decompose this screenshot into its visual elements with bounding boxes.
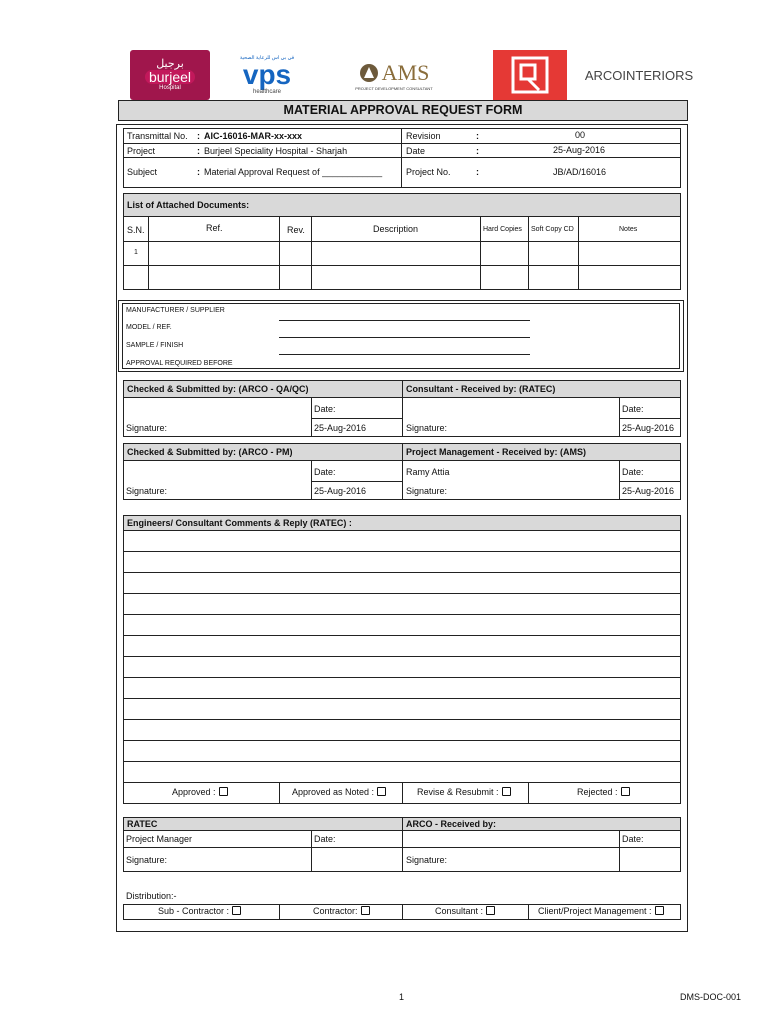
- col-hard-copies: Hard Copies: [483, 226, 522, 233]
- signoff-1-left-signature: Signature:: [126, 423, 168, 433]
- date-colon: :: [476, 146, 479, 156]
- transmittal-label: Transmittal No.: [127, 131, 188, 141]
- signoff-2-right-date: 25-Aug-2016: [622, 486, 675, 496]
- final-project-manager: Project Manager: [126, 834, 193, 844]
- ams-text: AMS: [381, 59, 430, 85]
- final-right-title: ARCO - Received by:: [406, 819, 497, 829]
- contractor-checkbox[interactable]: [361, 906, 370, 915]
- client-option[interactable]: Client/Project Management :: [538, 906, 664, 916]
- signoff-1-right-signature: Signature:: [406, 423, 448, 433]
- signoff-2-left-date-label: Date:: [314, 467, 336, 477]
- burjeel-sub-text: Hospital: [159, 84, 181, 91]
- signoff-1-right-date: 25-Aug-2016: [622, 423, 675, 433]
- final-right-date-label: Date:: [622, 834, 644, 844]
- building-mark-icon: [511, 56, 549, 94]
- burjeel-text: burjeel: [145, 70, 195, 84]
- vps-sub-text: healthcare: [252, 89, 282, 95]
- client-checkbox[interactable]: [655, 906, 664, 915]
- arco-interiors-logo: [584, 50, 694, 100]
- vps-arabic-text: في بي اس للرعاية الصحية: [239, 55, 295, 61]
- final-right-signature: Signature:: [406, 855, 448, 865]
- manufacturer-line[interactable]: [279, 320, 530, 321]
- rejected-checkbox[interactable]: [621, 787, 630, 796]
- signoff-2-right-title: Project Management - Received by: (AMS): [406, 447, 587, 457]
- sample-line[interactable]: [279, 354, 530, 355]
- signoff-1-right-title: Consultant - Received by: (RATEC): [406, 384, 556, 394]
- revision-value: 00: [575, 130, 586, 140]
- page-number: 1: [399, 992, 405, 1002]
- col-notes: Notes: [619, 226, 638, 233]
- signoff-2-right-date-label: Date:: [622, 467, 644, 477]
- date-value: 25-Aug-2016: [553, 145, 606, 155]
- consultant-option[interactable]: Consultant :: [435, 906, 495, 916]
- project-colon: :: [197, 146, 200, 156]
- sub-contractor-option[interactable]: Sub - Contractor :: [158, 906, 241, 916]
- col-description: Description: [373, 224, 419, 234]
- ams-mark-icon: [359, 63, 379, 83]
- arco-text: ARCOINTERIORS: [584, 67, 694, 83]
- project-value: Burjeel Speciality Hospital - Sharjah: [204, 146, 348, 156]
- col-rev: Rev.: [287, 225, 305, 235]
- transmittal-value: AIC-16016-MAR-xx-xxx: [204, 131, 303, 141]
- revision-label: Revision: [406, 131, 441, 141]
- burjeel-arabic-text: برجيل: [156, 57, 184, 70]
- sub-contractor-checkbox[interactable]: [232, 906, 241, 915]
- revision-colon: :: [476, 131, 479, 141]
- col-sn: S.N.: [127, 225, 145, 235]
- signoff-1-right-date-label: Date:: [622, 404, 644, 414]
- ams-logo: [344, 50, 444, 100]
- signoff-1-left-date-label: Date:: [314, 404, 336, 414]
- revise-option[interactable]: Revise & Resubmit :: [417, 787, 511, 797]
- model-label: MODEL / REF.: [126, 324, 172, 331]
- vps-text: vps: [242, 59, 292, 90]
- ams-sub-text: PROJECT DEVELOPMENT CONSULTANT: [355, 85, 433, 91]
- subject-label: Subject: [127, 167, 158, 177]
- revise-checkbox[interactable]: [502, 787, 511, 796]
- approved-noted-checkbox[interactable]: [377, 787, 386, 796]
- col-soft-copy: Soft Copy CD: [531, 226, 574, 233]
- project-label: Project: [127, 146, 156, 156]
- project-no-label: Project No.: [406, 167, 451, 177]
- consultant-checkbox[interactable]: [486, 906, 495, 915]
- approved-noted-option[interactable]: Approved as Noted :: [292, 787, 386, 797]
- transmittal-colon: :: [197, 131, 200, 141]
- vps-logo: [238, 50, 296, 100]
- contractor-option[interactable]: Contractor:: [313, 906, 370, 916]
- subject-value: Material Approval Request of ____________: [204, 167, 383, 177]
- row-1-sn: 1: [134, 249, 138, 256]
- burjeel-logo: [130, 50, 210, 100]
- comments-title: Engineers/ Consultant Comments & Reply (RATEC) :: [127, 518, 352, 528]
- signoff-1-left-title: Checked & Submitted by: (ARCO - QA/QC): [127, 384, 309, 394]
- approved-checkbox[interactable]: [219, 787, 228, 796]
- form-title: MATERIAL APPROVAL REQUEST FORM: [118, 100, 688, 121]
- signoff-2-right-name: Ramy Attia: [406, 467, 450, 477]
- signoff-2-left-date: 25-Aug-2016: [314, 486, 367, 496]
- signoff-2-left-signature: Signature:: [126, 486, 168, 496]
- red-square-logo: [493, 50, 567, 100]
- manufacturer-label: MANUFACTURER / SUPPLIER: [126, 307, 225, 314]
- signoff-2-right-signature: Signature:: [406, 486, 448, 496]
- project-no-colon: :: [476, 167, 479, 177]
- final-left-signature: Signature:: [126, 855, 168, 865]
- distribution-label: Distribution:-: [126, 891, 177, 901]
- signoff-2-left-title: Checked & Submitted by: (ARCO - PM): [127, 447, 293, 457]
- date-label: Date: [406, 146, 426, 156]
- final-left-title: RATEC: [127, 819, 158, 829]
- doc-code: DMS-DOC-001: [680, 992, 742, 1002]
- rejected-option[interactable]: Rejected :: [577, 787, 630, 797]
- sample-label: SAMPLE / FINISH: [126, 342, 184, 349]
- col-ref: Ref.: [206, 223, 223, 233]
- final-left-date-label: Date:: [314, 834, 336, 844]
- approval-required-label: APPROVAL REQUIRED BEFORE: [126, 360, 233, 367]
- signoff-1-left-date: 25-Aug-2016: [314, 423, 367, 433]
- subject-colon: :: [197, 167, 200, 177]
- model-line[interactable]: [279, 337, 530, 338]
- approved-option[interactable]: Approved :: [172, 787, 228, 797]
- attachments-title: List of Attached Documents:: [127, 200, 250, 210]
- project-no-value: JB/AD/16016: [553, 167, 607, 177]
